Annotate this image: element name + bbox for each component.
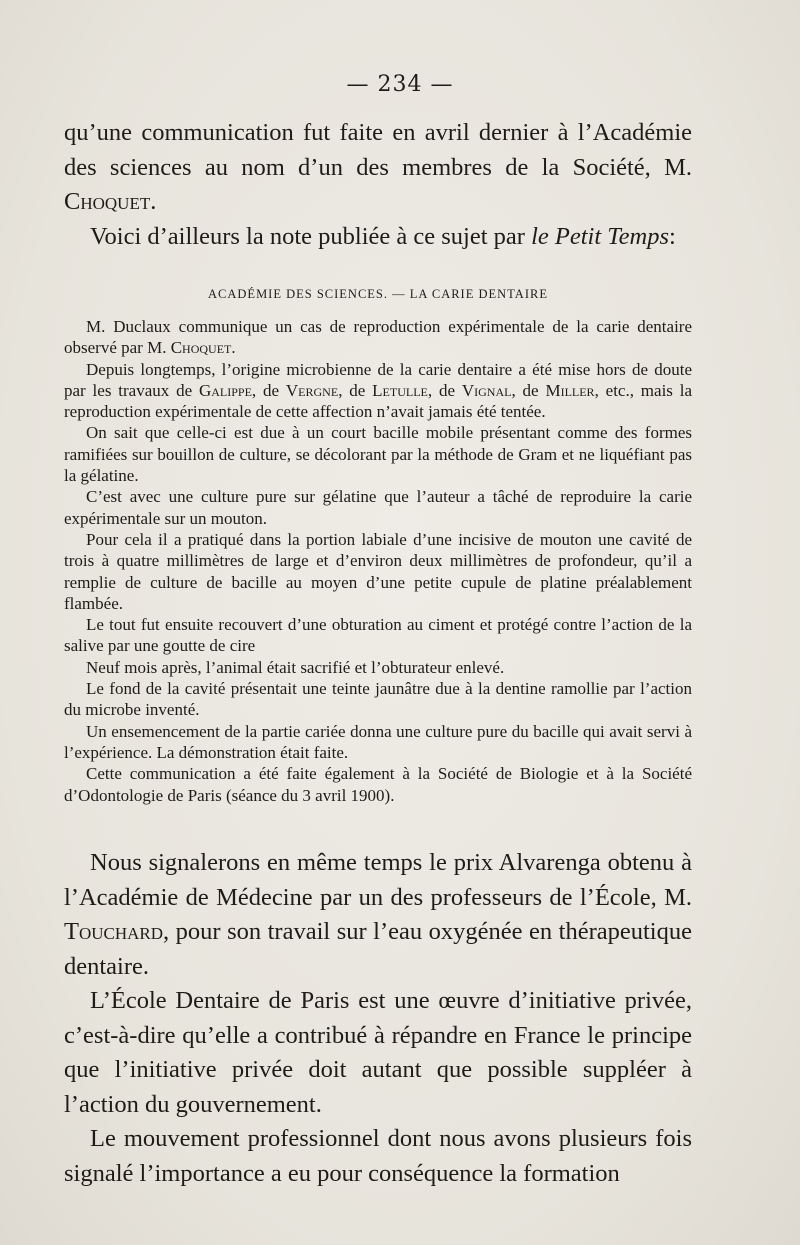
note-paragraph-8: Le fond de la cavité présentait une teinte jaunâtre due à la dentine ramollie par l’action du microbe inventé. xyxy=(64,679,692,720)
note-p2-name-vignal: Vignal xyxy=(461,380,512,400)
intro-p2-italic: le Petit Temps xyxy=(531,222,669,250)
note-p1-text: M. Duclaux communique un cas de reproduction expérimentale de la carie dentaire observé par M. xyxy=(64,317,692,358)
intro-paragraph-2 xyxy=(64,220,692,255)
note-paragraph-9: Un ensemencement de la partie cariée donna une culture pure du bacille qui avait servi à l’expérience. La démonstration était faite. xyxy=(64,721,692,762)
note-p2-name-miller: Miller xyxy=(545,380,595,400)
note-paragraph-6: Le tout fut ensuite recouvert d’une obturation au ciment et protégé contre l’action de la salive par une goutte de cire xyxy=(64,615,692,656)
note-paragraph-4: C’est avec une culture pure sur gélatine que l’auteur a tâché de reproduire la carie expérimentale sur un mouton. xyxy=(64,487,692,528)
note-paragraph-1 xyxy=(64,316,692,359)
intro-p1-text: qu’une communication fut faite en avril dernier à l’Académie des sciences au nom d’un des membres de la Société, M. xyxy=(64,119,692,181)
intro-p2-text: Voici d’ailleurs la note publiée à ce sujet par xyxy=(90,222,532,250)
note-heading: ACADÉMIE DES SCIENCES. — LA CARIE DENTAIRE xyxy=(208,287,548,301)
note-paragraph-5: Pour cela il a pratiqué dans la portion labiale d’une incisive de mouton une cavité de trois à quatre millimètres de large et d’environ deux millimètres de profondeur, qu’il a remplie de culture de bacille au moyen d’une petite cupule de platine préalablement flambée. xyxy=(64,529,692,613)
note-p2-c: , de xyxy=(338,380,373,400)
closing-p1-name: Touchard xyxy=(64,918,164,945)
note-p2-b: , de xyxy=(251,380,286,400)
note-p1-name: Choquet xyxy=(170,338,232,358)
quoted-note xyxy=(64,316,692,806)
note-p2-e: , de xyxy=(511,380,546,400)
note-p1-end: . xyxy=(231,338,236,358)
closing-paragraph-1 xyxy=(64,846,692,984)
closing-p1-text: Nous signalerons en même temps le prix Alvarenga obtenu à l’Académie de Médecine par un des professeurs de l’École, M. xyxy=(64,849,692,911)
note-p2-name-letulle: Letulle xyxy=(372,380,428,400)
page-number: — 234 — xyxy=(346,72,454,97)
closing-paragraph-2: L’École Dentaire de Paris est une œuvre d’initiative privée, c’est-à-dire qu’elle a contribué à répandre en France le principe que l’initiative privée doit autant que possible suppléer à l’action du gouvernement. xyxy=(64,987,692,1118)
note-paragraph-3: On sait que celle-ci est due à un court bacille mobile présentant comme des formes ramifiées sur bouillon de culture, se décolorant par la méthode de Gram et ne liquéfiant pas la gélatine. xyxy=(64,423,692,486)
intro-p1-end: . xyxy=(150,188,157,215)
closing-text xyxy=(64,846,692,1191)
intro-text xyxy=(64,116,692,254)
intro-paragraph-1 xyxy=(64,116,692,220)
note-paragraph-2 xyxy=(64,359,692,423)
note-p2-d: , de xyxy=(427,380,462,400)
intro-p2-end: : xyxy=(669,222,676,250)
note-p2-a: Depuis longtemps, l’origine microbienne de la carie dentaire a été mise hors de doute par les travaux de xyxy=(64,359,692,400)
note-paragraph-7: Neuf mois après, l’animal était sacrifié et l’obturateur enlevé. xyxy=(86,657,505,677)
note-p2-name-galippe: Galippe xyxy=(198,380,252,400)
note-paragraph-10: Cette communication a été faite également à la Société de Biologie et à la Société d’Odontologie de Paris (séance du 3 avril 1900). xyxy=(64,764,692,805)
intro-p1-name: Choquet xyxy=(64,188,151,215)
note-p2-f: , etc., mais la reproduction expérimentale de cette affection n’avait jamais été tentée. xyxy=(64,380,693,422)
note-p2-name-vergne: Vergne xyxy=(285,380,339,400)
closing-paragraph-3: Le mouvement professionnel dont nous avons plusieurs fois signalé l’importance a eu pour conséquence la formation xyxy=(64,1125,692,1187)
closing-p1-end: , pour son travail sur l’eau oxygénée en thérapeutique dentaire. xyxy=(64,918,692,980)
